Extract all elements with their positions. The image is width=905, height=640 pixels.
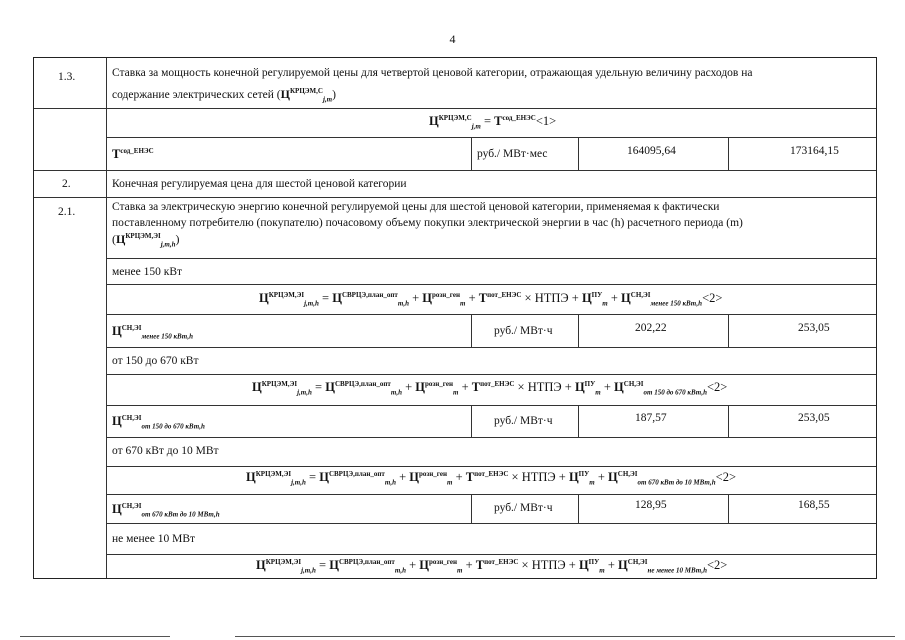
- value-cell: 253,05: [798, 412, 830, 424]
- formula-category-4: $Ц^{КРЦЭМ,ЭI}_{j,m,h} = Ц^{СВРЦЭ,план\_опт}_{m,h} + Ц^{розн\_ген}_m + Т^{пот\_ЕНЭС}$ × НТПЭ + $Ц^{ПУ}_m + Ц^{СН,ЭI}_{не менее 10 МВт,h}<2>$: [256, 558, 728, 575]
- tariff-table: [33, 57, 877, 579]
- unit-cell: руб./ МВт·ч: [494, 325, 553, 337]
- category-heading: от 670 кВт до 10 МВт: [112, 445, 219, 457]
- row-number: 2.1.: [58, 206, 76, 218]
- category-heading: не менее 10 МВт: [112, 533, 196, 545]
- row-title-line: содержание электрических сетей $(Ц^{КРЦЭМ,С}_{j,m})$: [112, 87, 336, 104]
- value-label: $Ц^{СН,ЭI}_{от 670 кВт до 10 МВт,h}$: [112, 502, 220, 519]
- value-cell: 128,95: [635, 499, 667, 511]
- scan-edge-line: [235, 636, 895, 637]
- value-label: $Т^{сод\_ЕНЭС}$: [112, 147, 154, 162]
- row-number: 2.: [62, 178, 71, 190]
- value-cell: 164095,64: [627, 145, 676, 157]
- page-number: 4: [449, 32, 456, 46]
- row-title-line: $(Ц^{КРЦЭМ,ЭI}_{j,m,h})$: [112, 232, 180, 249]
- unit-cell: руб./ МВт·мес: [477, 148, 548, 160]
- value-cell: 168,55: [798, 499, 830, 511]
- unit-cell: руб./ МВт·ч: [494, 502, 553, 514]
- unit-cell: руб./ МВт·ч: [494, 415, 553, 427]
- row-title: Конечная регулируемая цена для шестой ценовой категории: [112, 178, 407, 190]
- formula-category-2: $Ц^{КРЦЭМ,ЭI}_{j,m,h} = Ц^{СВРЦЭ,план\_опт}_{m,h} + Ц^{розн\_ген}_m + Т^{пот\_ЕНЭС}$ × НТПЭ + $Ц^{ПУ}_m + Ц^{СН,ЭI}_{от 150 до 670 кВт,h}<2>$: [252, 380, 728, 397]
- category-heading: менее 150 кВт: [112, 266, 183, 278]
- value-cell: 173164,15: [790, 145, 839, 157]
- formula-r13: $Ц^{КРЦЭМ,С}_{j,m} = Т^{сод\_ЕНЭС}<1>$: [429, 114, 557, 131]
- row-title-line: поставленному потребителю (покупателю) почасовому объему покупки электрической энергии в час (h) расчетного периода (m): [112, 217, 743, 229]
- value-cell: 253,05: [798, 322, 830, 334]
- row-title-line: Ставка за электрическую энергию конечной регулируемой цены для шестой ценовой категории, применяемая к фактически: [112, 201, 720, 213]
- scan-edge-line: [20, 636, 170, 637]
- formula-category-3: $Ц^{КРЦЭМ,ЭI}_{j,m,h} = Ц^{СВРЦЭ,план\_опт}_{m,h} + Ц^{розн\_ген}_m + Т^{пот\_ЕНЭС}$ × НТПЭ + $Ц^{ПУ}_m + Ц^{СН,ЭI}_{от 670 кВт до 10 МВт,h}<2>$: [246, 470, 737, 487]
- value-label: $Ц^{СН,ЭI}_{менее 150 кВт,h}$: [112, 324, 194, 341]
- row-title-line: Ставка за мощность конечной регулируемой цены для четвертой ценовой категории, отражающая удельную величину расходов на: [112, 67, 753, 79]
- value-label: $Ц^{СН,ЭI}_{от 150 до 670 кВт,h}$: [112, 414, 205, 431]
- category-heading: от 150 до 670 кВт: [112, 355, 199, 367]
- row-number: 1.3.: [58, 71, 76, 83]
- value-cell: 202,22: [635, 322, 667, 334]
- value-cell: 187,57: [635, 412, 667, 424]
- formula-category-1: $Ц^{КРЦЭМ,ЭI}_{j,m,h} = Ц^{СВРЦЭ,план\_опт}_{m,h} + Ц^{розн\_ген}_m + Т^{пот\_ЕНЭС}$ × НТПЭ + $Ц^{ПУ}_m + Ц^{СН,ЭI}_{менее 150 кВт,h}<2>$: [259, 291, 723, 308]
